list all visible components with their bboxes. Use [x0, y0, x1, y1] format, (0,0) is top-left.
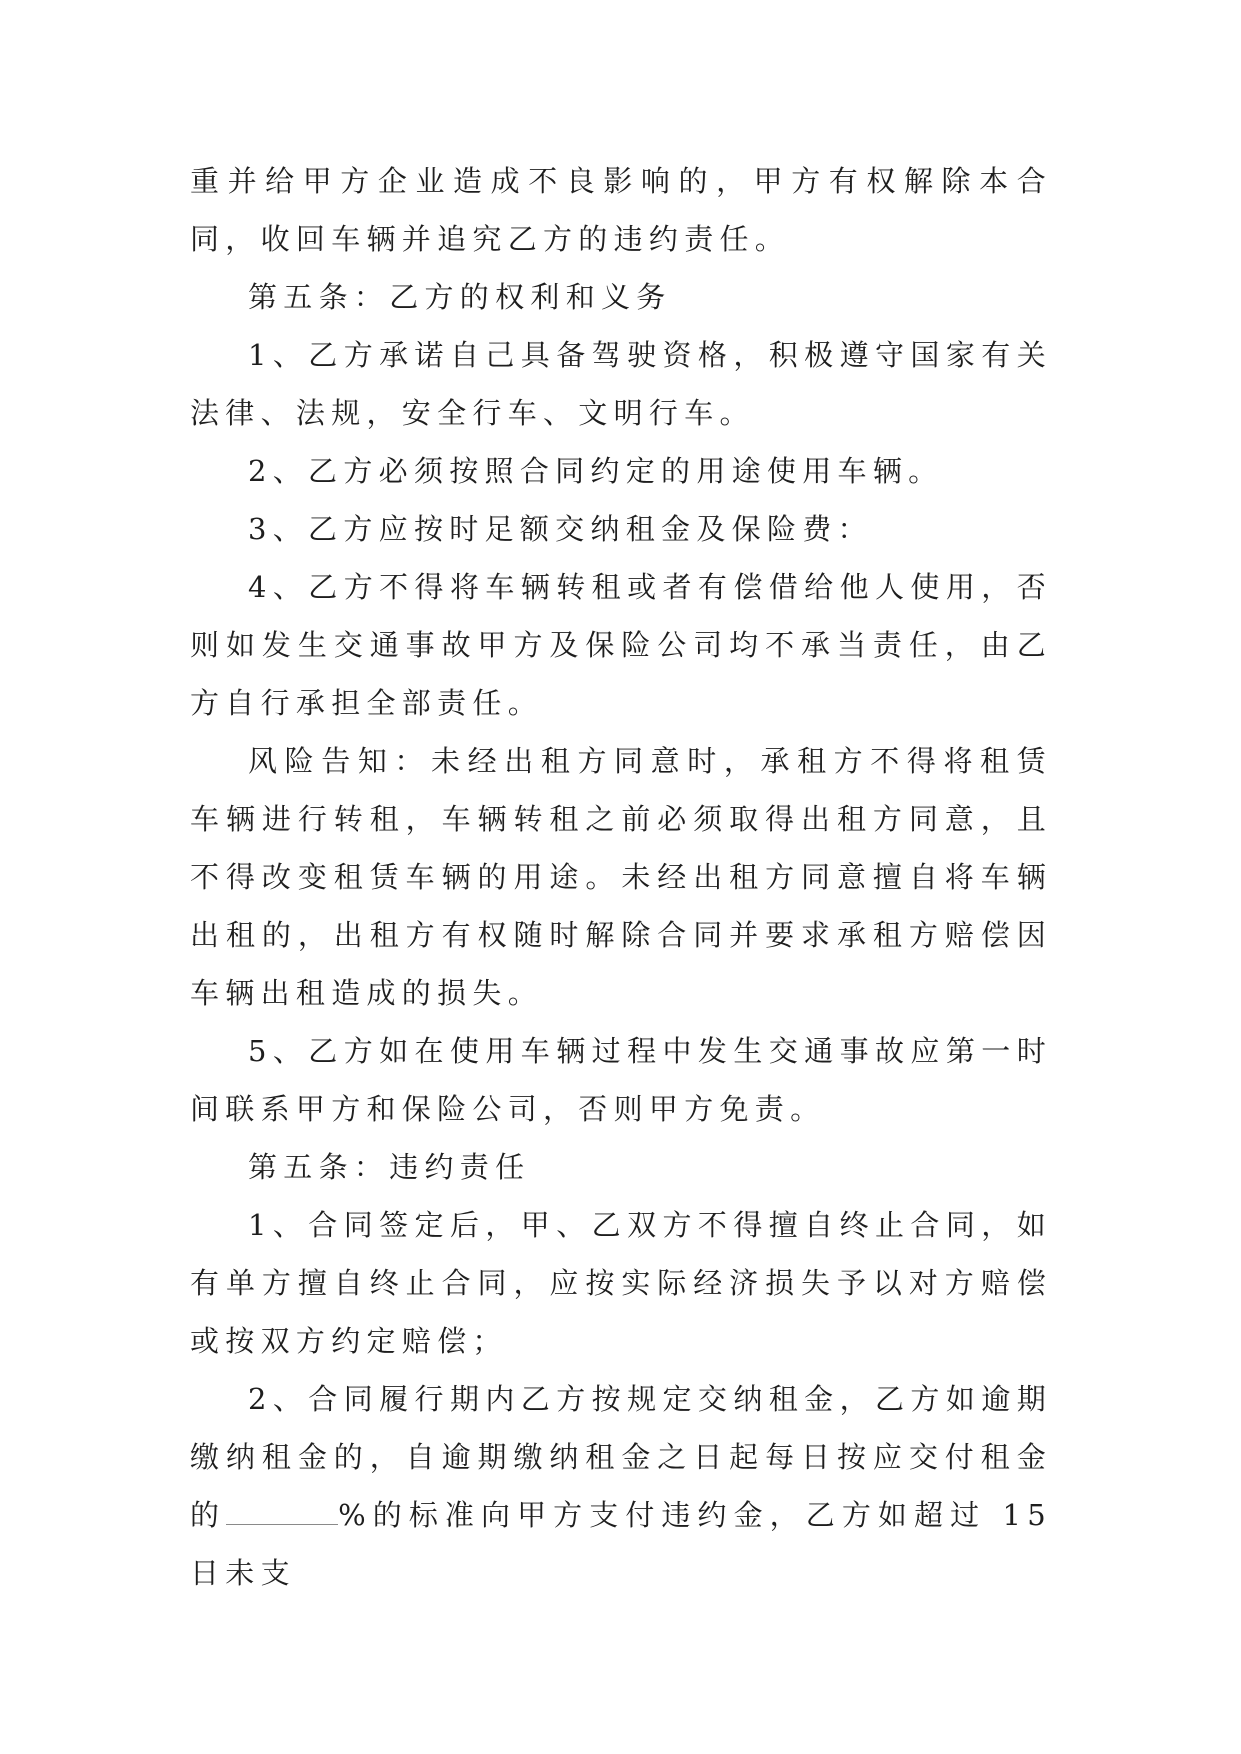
breach-clause-text-before-blank: 2、合同履行期内乙方按规定交纳租金，乙方如逾期缴纳租金的，自逾期缴纳租金之日起每日按应交付租金的 [190, 1382, 1052, 1532]
breach-clause-item-2 [190, 1370, 1052, 1602]
document-body [190, 152, 1052, 1602]
clause-item-2: 2、乙方必须按照合同约定的用途使用车辆。 [248, 454, 944, 488]
fill-in-blank-line [226, 1502, 338, 1525]
risk-notice-paragraph: 风险告知：未经出租方同意时，承租方不得将租赁车辆进行转租，车辆转租之前必须取得出租方同意，且不得改变租赁车辆的用途。未经出租方同意擅自将车辆出租的，出租方有权随时解除合同并要求承租方赔偿因车辆出租造成的损失。 [190, 744, 1052, 1010]
clause-item-4: 4、乙方不得将车辆转租或者有偿借给他人使用，否则如发生交通事故甲方及保险公司均不承当责任，由乙方自行承担全部责任。 [190, 570, 1052, 720]
section-heading-party-b-rights: 第五条：乙方的权利和义务 [248, 280, 672, 314]
clause-item-1: 1、乙方承诺自己具备驾驶资格，积极遵守国家有关法律、法规，安全行车、文明行车。 [190, 338, 1052, 430]
breach-clause-item-1: 1、合同签定后，甲、乙双方不得擅自终止合同，如有单方擅自终止合同，应按实际经济损失予以对方赔偿或按双方约定赔偿； [190, 1208, 1052, 1358]
paragraph-continuation: 重并给甲方企业造成不良影响的，甲方有权解除本合同，收回车辆并追究乙方的违约责任。 [190, 164, 1052, 256]
breach-clause-text-after-blank: %的标准向甲方支付违约金，乙方如超过 15 日未支 [190, 1498, 1052, 1590]
clause-item-3: 3、乙方应按时足额交纳租金及保险费： [248, 512, 873, 546]
section-heading-breach-liability: 第五条：违约责任 [248, 1150, 531, 1184]
clause-item-5: 5、乙方如在使用车辆过程中发生交通事故应第一时间联系甲方和保险公司，否则甲方免责。 [190, 1034, 1052, 1126]
